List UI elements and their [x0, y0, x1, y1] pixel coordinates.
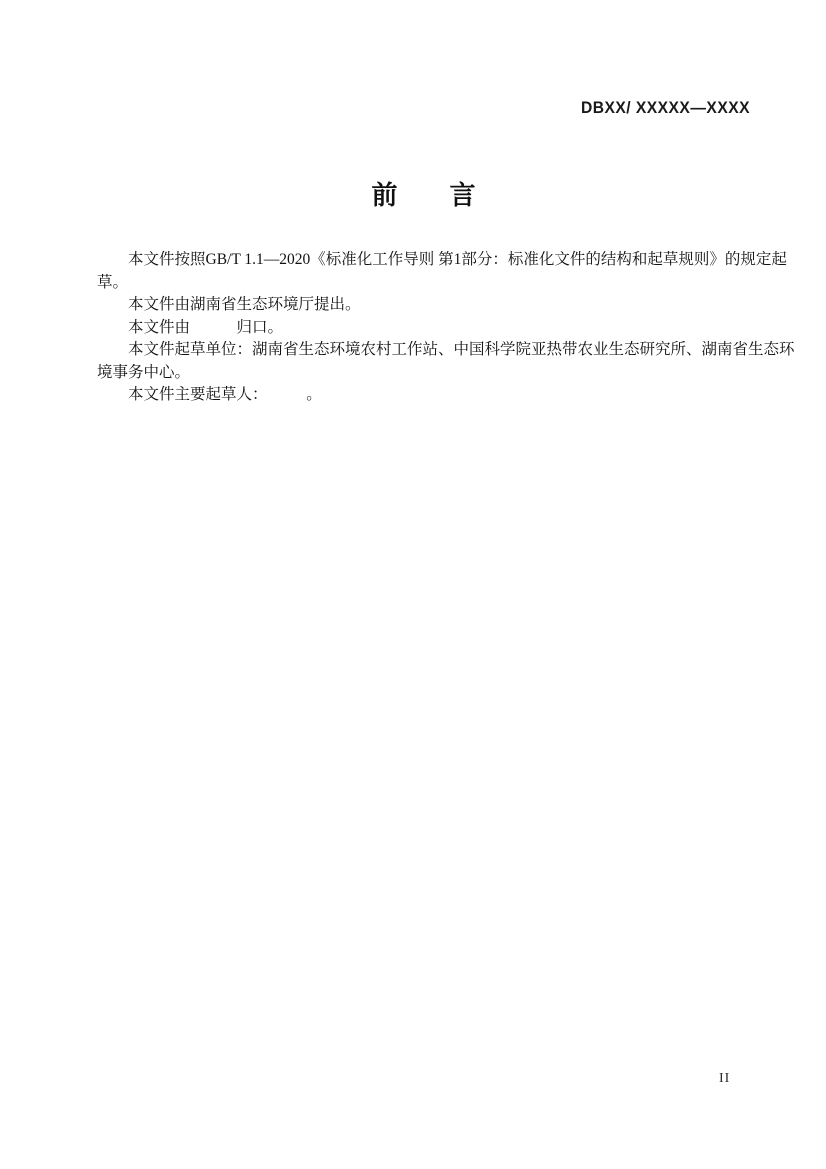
- foreword-line: 本文件起草单位：湖南省生态环境农村工作站、中国科学院亚热带农业生态研究所、湖南省生态环: [128, 341, 795, 358]
- foreword-line: 本文件由 归口。: [128, 318, 284, 336]
- foreword-line: 境事务中心。: [97, 363, 191, 381]
- foreword-line: 本文件由湖南省生态环境厅提出。: [128, 296, 361, 313]
- foreword-body: [97, 249, 795, 407]
- page-number: II: [719, 1071, 731, 1086]
- foreword-line: 本文件按照GB/T 1.1—2020《标准化工作导则 第1部分：标准化文件的结构和起草规则》的规定起: [128, 251, 787, 268]
- doc-number: DBXX/ XXXXX—XXXX: [580, 98, 750, 117]
- foreword-line: 草。: [97, 273, 129, 291]
- page-title: 前 言: [371, 180, 476, 210]
- foreword-line: 本文件主要起草人： 。: [128, 386, 322, 403]
